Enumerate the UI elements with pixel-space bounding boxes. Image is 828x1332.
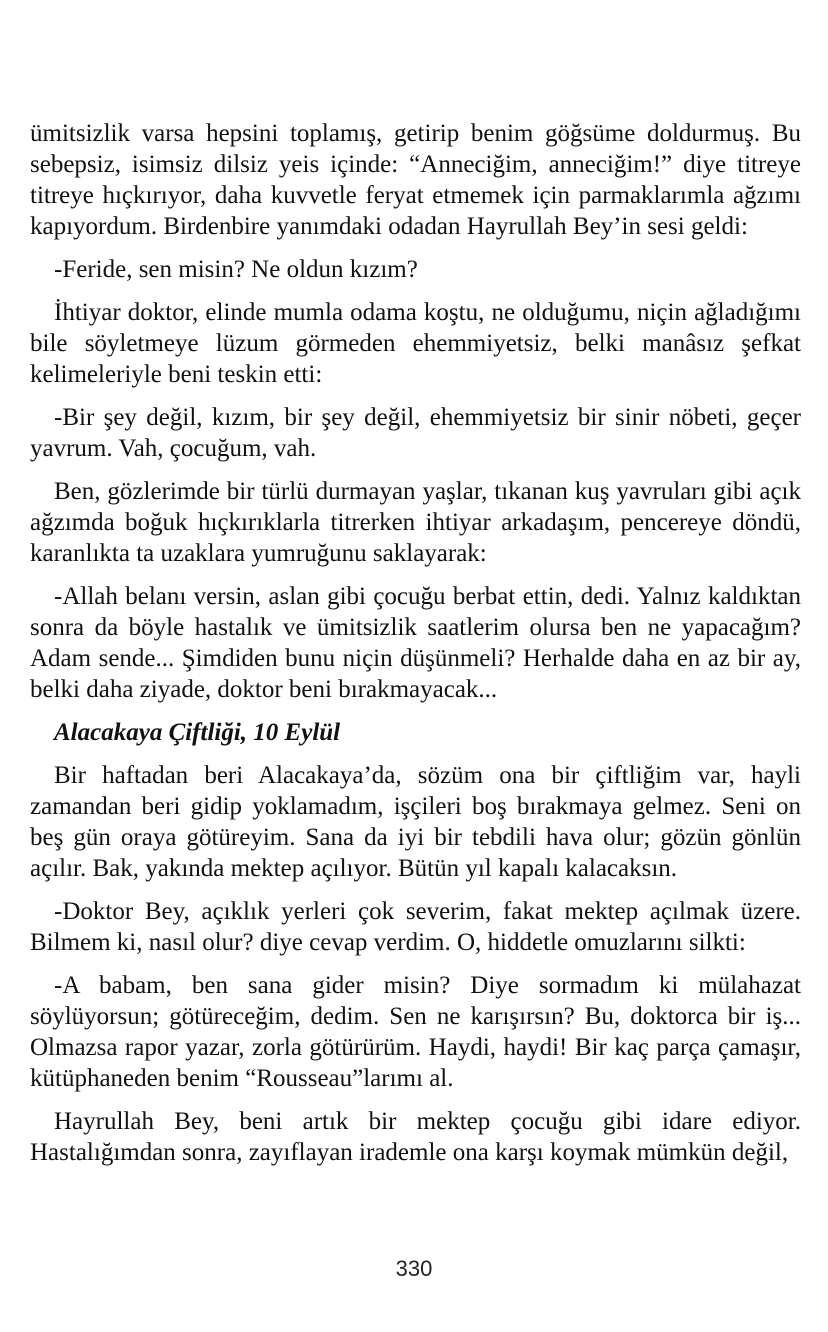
paragraph-ciftlik: Bir haftadan beri Alacakaya’da, sözüm ona bir çiftliğim var, hayli zamandan beri gidip yoklamadım, işçileri boş bırakmaya gelmez. Seni on beş gün oraya götüreyim. Sana da iyi bir tebdili hava olur; gözün gönlün açılır. Bak, yakında mektep açılıyor. Bütün yıl kapalı kalacaksın. <box>30 762 801 882</box>
paragraph-continuation: ümitsizlik varsa hepsini toplamış, getirip benim göğsüme doldurmuş. Bu sebepsiz, isimsiz dilsiz yeis içinde: “Anneciğim, anneciğim!” diye titreye titreye hıçkırıyor, daha kuvvetle feryat etmemek için parmaklarımla ağzımı kapıyordum. Birdenbire yanımdaki odadan Hayrullah Bey’in sesi geldi: <box>30 120 801 240</box>
paragraph-hayrullah-bey: Hayrullah Bey, beni artık bir mektep çocuğu gibi idare ediyor. Hastalığımdan sonra, zayıflayan irademle ona karşı koymak mümkün değil, <box>30 1108 801 1166</box>
paragraph-doctor-comforts: İhtiyar doktor, elinde mumla odama koştu, ne olduğumu, niçin ağladığımı bile söyletmeye lüzum görmeden ehemmiyetsiz, belki manâsız şefkat kelimeleriyle beni teskin etti: <box>30 299 801 388</box>
page-number: 330 <box>395 1256 433 1281</box>
section-heading: Alacakaya Çiftliği, 10 Eylül <box>54 719 341 746</box>
paragraph-dialogue-allah-belani: -Allah belanı versin, aslan gibi çocuğu berbat ettin, dedi. Yalnız kaldıktan sonra da böyle hastalık ve ümitsizlik saatlerim olursa ben ne yapacağım? Adam sende... Şimdiden bunu niçin düşünmeli? Herhalde daha en az bir ay, belki daha ziyade, doktor beni bırakmayacak... <box>30 583 801 703</box>
paragraph-dialogue-doktor-bey: -Doktor Bey, açıklık yerleri çok severim, fakat mektep açılmak üzere. Bilmem ki, nasıl olur? diye cevap verdim. O, hiddetle omuzlarını silkti: <box>30 898 801 956</box>
paragraph-dialogue-feride: -Feride, sen misin? Ne oldun kızım? <box>54 256 418 283</box>
paragraph-tears: Ben, gözlerimde bir türlü durmayan yaşlar, tıkanan kuş yavruları gibi açık ağzımda boğuk hıçkırıklarla titrerken ihtiyar arkadaşım, pencereye döndü, karanlıkta ta uzaklara yumruğunu saklayarak: <box>30 478 801 567</box>
book-page <box>30 118 801 1180</box>
paragraph-dialogue-a-babam: -A babam, ben sana gider misin? Diye sormadım ki mülahazat söylüyorsun; götüreceğim, dedim. Sen ne karışırsın? Bu, doktorca bir iş... Olmazsa rapor yazar, zorla götürürüm. Haydi, haydi! Bir kaç parça çamaşır, kütüphaneden benim “Rousseau”larımı al. <box>30 972 801 1092</box>
paragraph-dialogue-bir-sey-degil: -Bir şey değil, kızım, bir şey değil, ehemmiyetsiz bir sinir nöbeti, geçer yavrum. Vah, çocuğum, vah. <box>30 404 801 462</box>
